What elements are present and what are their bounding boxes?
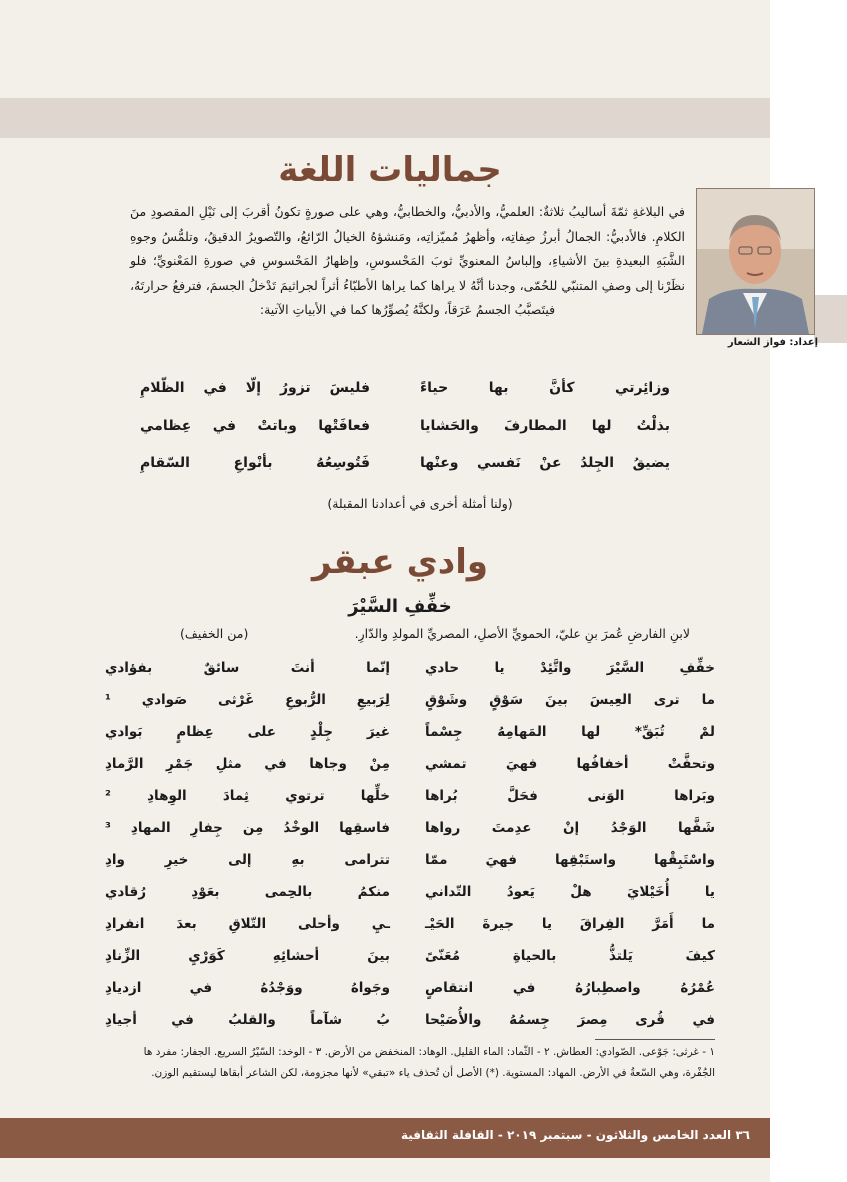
verse-second-hemistich: بينَ أحشائِهِ كَوَرْيِ الزِّنادِ (105, 948, 390, 964)
intro-line: الخيالُ الرّائعُ، والتّصويرُ الدقيقُ، وتلمُّسُ وجوهِ الشَّبَهِ البعيدةِ بينَ الأشياءِ، وإلباسُ (130, 228, 685, 269)
verse-first-hemistich: ما ترى العِيسَ بينَ سَوْقٍ وشَوْقٍ (425, 692, 715, 708)
intro-paragraph (130, 200, 685, 323)
author-caption: إعداد: فواز الشعار (727, 337, 818, 348)
section-title: وادي عبقر (312, 542, 488, 582)
verse-row (105, 724, 715, 754)
author-photo (696, 188, 815, 335)
verse-row (105, 948, 715, 978)
verse-first-hemistich: يضيقُ الجِلدُ عنْ نَفسي وعنْها (420, 455, 670, 471)
verse-row (105, 820, 715, 850)
verse-first-hemistich: عُمْرُهُ واصطِبارُهُ في انتقاصٍ (425, 980, 715, 996)
verse-row (105, 980, 715, 1010)
verse-first-hemistich: يا أُخَيْلايَ هلْ يَعودُ التّداني (425, 884, 715, 900)
author-portrait-image (697, 189, 814, 334)
verse-second-hemistich: تترامى بهِ إلى خيرِ وادِ (105, 852, 390, 868)
intro-line: حرارتَهُ، فيتَصبَّبُ الجسمُ عَرَقاً، ولكنَّهُ يُصوِّرُها كما في الأبياتِ الآتية: (130, 277, 556, 318)
continuation-note: (ولنا أمثلة أخرى في أعدادنا المقبلة) (327, 496, 513, 511)
verse-first-hemistich: في قُرى مِصرَ جِسمُهُ والأُصَيْحا (425, 1012, 715, 1028)
poet-attribution: لابنِ الفارضِ عُمرَ بنِ عليّ، الحمويِّ الأصلِ، المصريِّ المولدِ والدّارِ. (354, 626, 690, 641)
verse-row (105, 884, 715, 914)
verse-first-hemistich: شَفَّها الوَجْدُ إنْ عدِمتَ رواها (425, 820, 715, 836)
header-band (0, 98, 770, 138)
verse-first-hemistich: بذلْتُ لها المطارفَ والحَشايا (420, 418, 670, 434)
intro-line: في البلاغةِ ثمّةَ أساليبُ ثلاثةٌ: العلميُّ، والأدبيُّ، والخطابيُّ، وهي على صورةٍ تكونُ أقربَ (242, 204, 685, 219)
footer-gap (770, 1118, 847, 1158)
verse-first-hemistich: خفِّفِ السَّيْرَ واتَّئِدْ يا حادي (425, 660, 715, 676)
poem-title: خفِّفِ السَّيْرَ (348, 596, 452, 617)
verse-second-hemistich: ـيِ وأحلى التّلاقِ بعدَ انفرادِ (105, 916, 390, 932)
verse-second-hemistich: بُ شآماً والقلبُ في أجيادِ (105, 1012, 390, 1028)
verse-second-hemistich: خلِّها ترتوي ثِمادَ الوِهادِ ² (105, 788, 390, 804)
verse-first-hemistich: لمْ تُبَقِّ* لها المَهامِهُ جِسْماً (425, 724, 715, 740)
footnote-line: الجُفْرة، وهي السّعةُ في الأرض. المهاد: المستوية. (*) الأصل أن تُحذف ياء «تبقي» لأنها مجزومة، لكن الشاعر أبقاها ليستقيم الوزن. (151, 1067, 715, 1079)
verse-second-hemistich: إنّما أنتَ سائقٌ بفؤادي (105, 660, 390, 676)
page-footer-text: ٣٦ العدد الخامس والثلاثون - سبتمبر ٢٠١٩ - القافلة الثقافية (400, 1128, 750, 1142)
verse-second-hemistich: فاسقِها الوخْدُ مِن جِفارِ المهادِ ³ (105, 820, 390, 836)
verse-row (105, 916, 715, 946)
verse-row (140, 455, 670, 479)
footnote-divider (595, 1039, 715, 1040)
verse-second-hemistich: منكمُ بالحِمى بعَوْدِ رُقادي (105, 884, 390, 900)
verse-first-hemistich: واسْتَبِقْها واستَبْقِها فهيَ ممّا (425, 852, 715, 868)
verse-second-hemistich: وجَواهُ ووَجْدُهُ في ازديادِ (105, 980, 390, 996)
verse-row (105, 756, 715, 786)
verse-second-hemistich: مِنْ وجاها في مثلِ جَمْرِ الرَّمادِ (105, 756, 390, 772)
verse-second-hemistich: لِرَبيعِ الرُّبوعِ غَرْثى صَوادي ¹ (105, 692, 390, 708)
side-band (814, 295, 847, 343)
verse-second-hemistich: فليسَ تزورُ إلّا في الظّلامِ (140, 380, 370, 396)
verse-row (105, 1012, 715, 1042)
verse-second-hemistich: غيرَ جِلْدٍ على عِظامٍ بَوادي (105, 724, 390, 740)
poem-meter: (من الخفيف) (180, 626, 249, 641)
verse-second-hemistich: فَتُوسِعُهُ بأنْواعِ السّقامِ (140, 455, 370, 471)
verse-row (105, 660, 715, 690)
verse-first-hemistich: وزائِرتي كأنَّ بها حياءً (420, 380, 670, 396)
intro-line: المتنبّي للحُمّى، وجدنا أنَّهُ لا يراها كما يراها الأطبّاءُ أثراً لجراثيمَ تَدْخلُ الجسمَ، فترفعُ (172, 277, 598, 293)
verse-first-hemistich: وتحفَّتْ أخفافُها فهيَ تمشي (425, 756, 715, 772)
intro-line: المعنويِّ ثوبَ المَحْسوسِ، وإظهارُ المَحْسوسِ في صورةِ المَعْنويِّ؛ فلو نظَرْنا إلى وصفِ (130, 253, 686, 293)
header-band-gap (770, 98, 847, 138)
verse-row (140, 418, 670, 442)
verse-row (105, 788, 715, 818)
verse-row (105, 692, 715, 722)
footnote-line: ١ - غرثى: جَوْعى. الصّوادي: العطاش. ٢ - الثّماد: الماء القليل. الوهاد: المنخفض من الأرض. ٣ - الوخد: السّيْرُ السريع. الجفار: مفرد ها (143, 1046, 715, 1058)
verse-first-hemistich: كيفَ يَلتذُّ بالحياةِ مُعَنّىً (425, 948, 715, 964)
intro-line: إلى نَيْلِ المقصودِ منَ الكلامِ. فالأدبيُّ: الجمالُ أبرزُ صِفاتِه، وأظهرُ مُميّزاتِه، ومَنشؤهُ (130, 204, 685, 244)
verse-second-hemistich: فعافَتْها وباتتْ في عِظامي (140, 418, 370, 434)
verse-first-hemistich: وبَراها الوَنى فحَلَّ بُراها (425, 788, 715, 804)
verse-row (140, 380, 670, 404)
verse-row (105, 852, 715, 882)
verse-first-hemistich: ما أَمَرَّ الفِراقَ يا جيرةَ الحَيْـ (425, 916, 715, 932)
article-title: جماليات اللغة (278, 150, 502, 190)
